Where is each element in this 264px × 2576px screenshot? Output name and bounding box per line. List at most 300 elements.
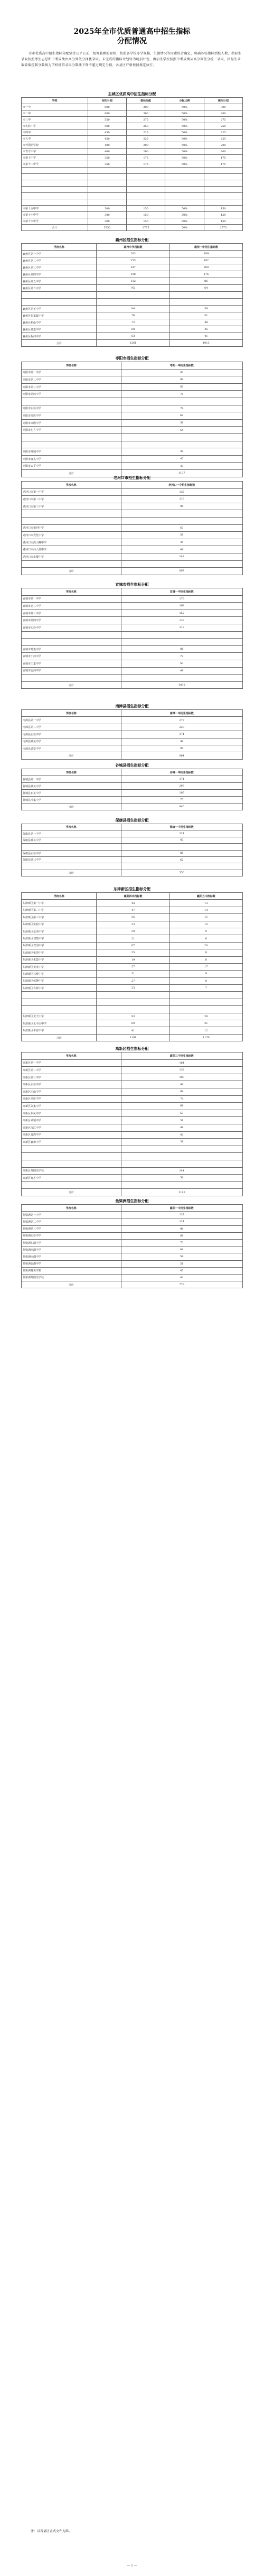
table-cell: 6: [169, 956, 242, 963]
column-header: 学校名称: [22, 588, 121, 596]
table-row: [22, 455, 243, 463]
table-cell: 85: [121, 383, 242, 391]
district-3-table: [21, 481, 243, 575]
table-row: [22, 900, 243, 907]
column-header: 老河口一中招生指标数: [121, 482, 242, 489]
table-cell: 高新区汉江中学: [22, 1124, 121, 1131]
table-cell: [121, 1146, 242, 1153]
table-cell: 96: [121, 1081, 242, 1088]
table-cell: 高新区米庄中学: [22, 1095, 121, 1103]
table-cell: 152: [121, 610, 242, 617]
district-7-title: 保康县招生指标分配: [115, 818, 149, 823]
table-cell: 鱼梁洲南湖中学: [22, 1253, 121, 1260]
table-cell: 124: [121, 1218, 242, 1225]
table-cell: 550: [88, 117, 126, 123]
table-cell: [22, 1006, 97, 1013]
table-header-row: [22, 482, 243, 489]
table-cell: 东津新区伙牌中学: [22, 977, 97, 984]
table-cell: 112: [97, 278, 169, 285]
table-cell: [22, 292, 97, 299]
table-cell: 225: [204, 130, 242, 136]
table-cell: 合计: [22, 568, 121, 575]
table-row: [22, 193, 243, 199]
table-cell: 62: [121, 412, 242, 420]
column-header: 襄阳五中指标数: [169, 893, 242, 900]
table-cell: [22, 1181, 121, 1189]
table-cell: 谷城县第一中学: [22, 776, 121, 783]
table-row: [22, 155, 243, 161]
footnote: 注：以各县区正式文件为准。: [31, 2529, 72, 2533]
table-cell: 67: [121, 524, 242, 532]
table-cell: 41: [169, 333, 242, 340]
column-header: 招生计划: [88, 98, 126, 104]
column-header: 谷城一中招生指标数: [121, 769, 242, 776]
table-cell: 南漳县武安中学: [22, 745, 121, 752]
table-cell: [22, 193, 88, 199]
table-row: [22, 790, 243, 797]
table-header-row: [22, 588, 243, 596]
table-cell: 1137: [121, 469, 242, 477]
table-cell: [121, 1181, 242, 1189]
table-cell: 371: [121, 776, 242, 783]
column-header: 襄阳一中招生指标数: [121, 1205, 242, 1212]
table-row: [22, 653, 243, 660]
table-cell: 枣阳市环城中学: [22, 448, 121, 456]
table-cell: 68: [97, 326, 169, 333]
table-cell: 86: [121, 1232, 242, 1239]
table-cell: 47: [97, 907, 169, 913]
table-cell: 市外国语学校: [22, 142, 88, 149]
table-cell: 市一中: [22, 104, 88, 110]
table-row: [22, 168, 243, 174]
table-cell: [88, 199, 126, 206]
table-cell: 合计: [22, 1189, 121, 1196]
table-row: [22, 856, 243, 863]
table-cell: 38: [121, 1139, 242, 1146]
table-cell: 118: [121, 496, 242, 503]
table-row: [22, 441, 243, 448]
table-cell: [165, 199, 204, 206]
column-header: 枣阳一中招生指标数: [121, 362, 242, 370]
table-cell: 175: [204, 155, 242, 161]
district-4-section: [21, 581, 243, 689]
table-cell: 南漳县第一中学: [22, 717, 121, 724]
table-row: [22, 1103, 243, 1110]
table-cell: 高新区襄州中学: [22, 1139, 121, 1146]
table-row: [22, 199, 243, 206]
table-cell: 高新区肖湾中学: [22, 1131, 121, 1139]
table-cell: 鱼梁洲外国语学校: [22, 1274, 121, 1281]
table-row: [22, 123, 243, 130]
table-row: [22, 992, 243, 999]
table-header-row: [22, 362, 243, 370]
table-cell: 197: [169, 257, 242, 264]
table-cell: 277: [121, 717, 242, 724]
table-cell: [88, 168, 126, 174]
table-cell: 86: [121, 645, 242, 653]
table-cell: 高新区邓城中学: [22, 1117, 121, 1124]
doc-title-line2: 分配情况: [117, 37, 147, 45]
table-cell: 864: [121, 752, 242, 759]
table-row: [22, 1027, 243, 1034]
table-cell: 枣阳市七方中学: [22, 427, 121, 434]
table-cell: 老河口市孟楼中学: [22, 553, 121, 560]
table-cell: 合计: [22, 225, 88, 231]
table-row: [22, 419, 243, 427]
table-cell: [97, 992, 169, 999]
table-row: [22, 667, 243, 675]
table-row: [22, 391, 243, 398]
district-4-table: [21, 588, 243, 689]
table-cell: 50%: [165, 206, 204, 212]
table-row: [22, 999, 243, 1005]
table-row: [22, 921, 243, 928]
table-header-row: [22, 98, 243, 104]
table-row: [22, 1160, 243, 1167]
table-cell: 57: [97, 963, 169, 970]
table-cell: 枣阳市实验中学: [22, 405, 121, 412]
table-row: [22, 503, 243, 510]
table-cell: 市四中: [22, 130, 88, 136]
table-cell: 50%: [165, 218, 204, 225]
table-cell: [121, 560, 242, 568]
table-cell: 东津新区太平店中学: [22, 1020, 97, 1027]
table-row: [22, 1189, 243, 1196]
table-cell: 市第十二中学: [22, 161, 88, 168]
column-header: 襄州一中招生指标数: [169, 244, 242, 251]
table-cell: 鱼梁洲实验中学: [22, 1232, 121, 1239]
table-cell: 200: [127, 149, 165, 155]
table-row: [22, 738, 243, 745]
table-cell: [121, 398, 242, 405]
table-row: [22, 1146, 243, 1153]
table-cell: 275: [127, 117, 165, 123]
table-cell: 南漳县第二中学: [22, 724, 121, 731]
table-cell: 襄州区第四中学: [22, 271, 97, 278]
table-cell: [121, 675, 242, 682]
column-header: 宜城一中招生指标数: [121, 588, 242, 596]
table-cell: 鱼梁洲东湖中学: [22, 1239, 121, 1246]
table-cell: 6: [169, 935, 242, 942]
column-header: 学校名称: [22, 482, 121, 489]
table-cell: 198: [97, 271, 169, 278]
table-cell: 76: [97, 312, 169, 319]
table-row: [22, 376, 243, 384]
table-cell: [22, 631, 121, 639]
table-cell: 164: [121, 1059, 242, 1067]
table-cell: 74: [121, 1095, 242, 1103]
table-cell: [165, 168, 204, 174]
table-cell: 897: [121, 568, 242, 575]
table-cell: 45: [169, 326, 242, 333]
table-cell: 1013: [169, 340, 242, 347]
table-row: [22, 1181, 243, 1189]
table-cell: 50%: [165, 155, 204, 161]
table-row: [22, 553, 243, 560]
column-header: 襄州中学指标数: [97, 244, 169, 251]
district-5-table: [21, 709, 243, 760]
table-cell: [88, 180, 126, 187]
table-row: [22, 1081, 243, 1088]
table-row: [22, 870, 243, 876]
table-cell: 老河口市第一中学: [22, 488, 121, 496]
district-7-section: [21, 817, 243, 876]
table-cell: 枣阳市吴店中学: [22, 412, 121, 420]
table-cell: 东津新区龙王中学: [22, 1013, 97, 1020]
district-6-section: [21, 762, 243, 810]
table-cell: 保康县第一中学: [22, 830, 121, 837]
table-cell: 50%: [165, 117, 204, 123]
table-cell: 98: [121, 1225, 242, 1232]
table-row: [22, 1253, 243, 1260]
table-cell: [22, 174, 88, 180]
table-cell: 47: [121, 455, 242, 463]
table-cell: 189: [169, 251, 242, 257]
table-cell: 59: [169, 306, 242, 312]
table-row: [22, 731, 243, 738]
table-cell: 300: [204, 104, 242, 110]
table-cell: [121, 844, 242, 850]
table-cell: 77: [121, 797, 242, 804]
table-row: [22, 928, 243, 935]
table-cell: 225: [127, 136, 165, 142]
table-row: [22, 312, 243, 319]
table-cell: 200: [204, 149, 242, 155]
table-row: [22, 433, 243, 441]
table-cell: 17: [169, 963, 242, 970]
table-cell: 58: [121, 1253, 242, 1260]
table-row: [22, 1218, 243, 1225]
table-row: [22, 675, 243, 682]
table-cell: 东津新区黄龙中学: [22, 963, 97, 970]
table-cell: 枣阳市第三中学: [22, 383, 121, 391]
intro-paragraph: 全市优质高中招生指标分配坚持公平公正、统筹兼顾的原则，按照各学校办学规模、生源情况等因素综合确定，明确各校指标到校人数。指标生录取按照考生志愿和中考成绩由高分到低分择优录取。未完成的指标计划转为统招计划，由招生学校按照中考成绩从高分到低分统一录取，指标生录取最低控制分数线为学校统招录取分数线下降不超过规定分值，各县区严格按照规定执行。: [21, 52, 242, 68]
table-row: [22, 804, 243, 810]
table-cell: 老河口市洪山嘴中学: [22, 539, 121, 546]
table-cell: [121, 1160, 242, 1167]
table-cell: 21: [169, 1020, 242, 1027]
table-cell: 谷城县城关中学: [22, 783, 121, 790]
table-row: [22, 212, 243, 218]
district-2-title: 枣阳市招生指标分配: [115, 356, 149, 361]
table-cell: 50%: [165, 136, 204, 142]
table-header-row: [22, 710, 243, 717]
district-1-section: [21, 237, 243, 347]
table-row: [22, 398, 243, 405]
table-row: [22, 149, 243, 155]
table-cell: 76: [121, 405, 242, 412]
table-row: [22, 539, 243, 546]
table-cell: [121, 863, 242, 870]
table-cell: 老河口市第二中学: [22, 496, 121, 503]
district-6-title: 谷城县招生指标分配: [115, 763, 149, 768]
district-9-title: 高新区招生指标分配: [115, 1046, 149, 1051]
table-cell: 225: [127, 130, 165, 136]
table-cell: 宜城市第二中学: [22, 603, 121, 610]
table-row: [22, 1153, 243, 1160]
table-cell: 50%: [165, 130, 204, 136]
table-cell: 襄州区第一中学: [22, 251, 97, 257]
table-row: [22, 285, 243, 292]
table-cell: 96: [121, 503, 242, 510]
table-cell: 南漳县城关中学: [22, 738, 121, 745]
table-cell: 保康县歇马中学: [22, 856, 121, 863]
table-cell: [204, 180, 242, 187]
table-cell: 宜城市郑集中学: [22, 645, 121, 653]
district-6-table: [21, 769, 243, 810]
table-row: [22, 306, 243, 312]
table-cell: 枣阳市第二中学: [22, 376, 121, 384]
table-cell: 275: [204, 117, 242, 123]
table-row: [22, 340, 243, 347]
table-row: [22, 448, 243, 456]
table-cell: 12: [169, 1027, 242, 1034]
table-cell: 东津新区第三中学: [22, 914, 97, 921]
table-row: [22, 251, 243, 257]
table-row: [22, 463, 243, 470]
table-cell: 35: [97, 914, 169, 921]
table-row: [22, 517, 243, 524]
table-cell: 襄州区第六中学: [22, 285, 97, 292]
table-cell: 47: [121, 1267, 242, 1274]
table-row: [22, 1020, 243, 1027]
table-cell: 175: [127, 161, 165, 168]
table-cell: [22, 187, 88, 193]
table-cell: [22, 675, 121, 682]
table-cell: 东津新区古驿中学: [22, 985, 97, 992]
table-cell: [97, 999, 169, 1005]
table-row: [22, 1267, 243, 1274]
table-cell: 72: [121, 653, 242, 660]
table-cell: 枣阳市第四中学: [22, 391, 121, 398]
table-row: [22, 568, 243, 575]
table-cell: 市二中: [22, 110, 88, 117]
table-cell: 枣阳市鹿头中学: [22, 455, 121, 463]
table-cell: 779: [121, 1281, 242, 1288]
district-4-title: 宜城市招生指标分配: [115, 582, 149, 587]
table-row: [22, 1232, 243, 1239]
table-cell: [22, 863, 121, 870]
table-cell: 45: [121, 539, 242, 546]
table-cell: 枣阳市兴隆中学: [22, 419, 121, 427]
column-header: 分配比例: [165, 98, 204, 104]
table-cell: 高新区实验中学: [22, 1081, 121, 1088]
table-cell: [165, 193, 204, 199]
table-cell: 1261: [97, 340, 169, 347]
table-row: [22, 963, 243, 970]
table-cell: [22, 1153, 121, 1160]
table-cell: 62: [121, 856, 242, 863]
table-cell: 高新区第一中学: [22, 1059, 121, 1067]
table-header-row: [22, 1052, 243, 1060]
table-cell: 200: [204, 142, 242, 149]
table-cell: 50%: [165, 104, 204, 110]
table-cell: [169, 999, 242, 1005]
table-cell: 846: [121, 804, 242, 810]
table-cell: 51: [121, 1117, 242, 1124]
table-cell: [88, 193, 126, 199]
table-cell: 46: [121, 1124, 242, 1131]
table-row: [22, 1088, 243, 1095]
table-cell: 27: [97, 977, 169, 984]
table-cell: 高新区东风中学: [22, 1110, 121, 1117]
table-header-row: [22, 244, 243, 251]
table-row: [22, 1095, 243, 1103]
table-cell: [169, 1006, 242, 1013]
table-row: [22, 427, 243, 434]
table-cell: 150: [127, 212, 165, 218]
table-cell: 82: [121, 837, 242, 843]
district-8-table: [21, 892, 243, 1041]
table-row: [22, 532, 243, 539]
table-cell: 28: [169, 1013, 242, 1020]
column-header: 统招计划: [204, 98, 242, 104]
table-cell: 50%: [165, 161, 204, 168]
district-9-table: [21, 1052, 243, 1196]
table-cell: 东津新区刘集中学: [22, 935, 97, 942]
table-cell: 57: [121, 1110, 242, 1117]
column-header: 襄阳三中招生指标数: [121, 1052, 242, 1060]
table-cell: 50%: [165, 225, 204, 231]
table-cell: 11: [169, 914, 242, 921]
district-8-title: 东津新区招生指标分配: [114, 887, 150, 891]
table-row: [22, 681, 243, 689]
table-row: [22, 783, 243, 790]
table-cell: 东津新区第二中学: [22, 907, 97, 913]
column-header: 学校名称: [22, 710, 121, 717]
table-cell: 132: [121, 1067, 242, 1074]
table-cell: 300: [204, 110, 242, 117]
table-cell: 14: [169, 907, 242, 913]
table-row: [22, 745, 243, 752]
table-row: [22, 1260, 243, 1267]
table-row: [22, 142, 243, 149]
column-header: 学校名称: [22, 362, 121, 370]
table-cell: 49: [121, 448, 242, 456]
table-cell: 合计: [22, 804, 121, 810]
table-row: [22, 1067, 243, 1074]
table-cell: 95: [97, 285, 169, 292]
table-row: [22, 546, 243, 553]
table-cell: [22, 398, 121, 405]
table-cell: [121, 433, 242, 441]
table-row: [22, 136, 243, 142]
table-cell: 东津新区双沟中学: [22, 942, 97, 949]
table-cell: 19: [97, 956, 169, 963]
table-cell: 244: [121, 1167, 242, 1175]
table-cell: 东津新区石桥中学: [22, 971, 97, 977]
district-7-table: [21, 824, 243, 876]
table-row: [22, 383, 243, 391]
table-row: [22, 907, 243, 913]
table-cell: 老河口市第四中学: [22, 524, 121, 532]
table-row: [22, 1139, 243, 1146]
table-cell: 10: [169, 921, 242, 928]
table-cell: 63: [97, 333, 169, 340]
table-cell: 175: [127, 155, 165, 161]
table-row: [22, 110, 243, 117]
table-cell: 襄州区第二中学: [22, 257, 97, 264]
table-cell: 保康县城关中学: [22, 837, 121, 843]
table-cell: [22, 299, 97, 306]
table-row: [22, 161, 243, 168]
table-cell: [22, 199, 88, 206]
table-cell: 54: [121, 427, 242, 434]
column-header: 南漳一中招生指标数: [121, 710, 242, 717]
table-cell: 襄州区张家集中学: [22, 312, 97, 319]
table-row: [22, 560, 243, 568]
table-cell: [22, 168, 88, 174]
